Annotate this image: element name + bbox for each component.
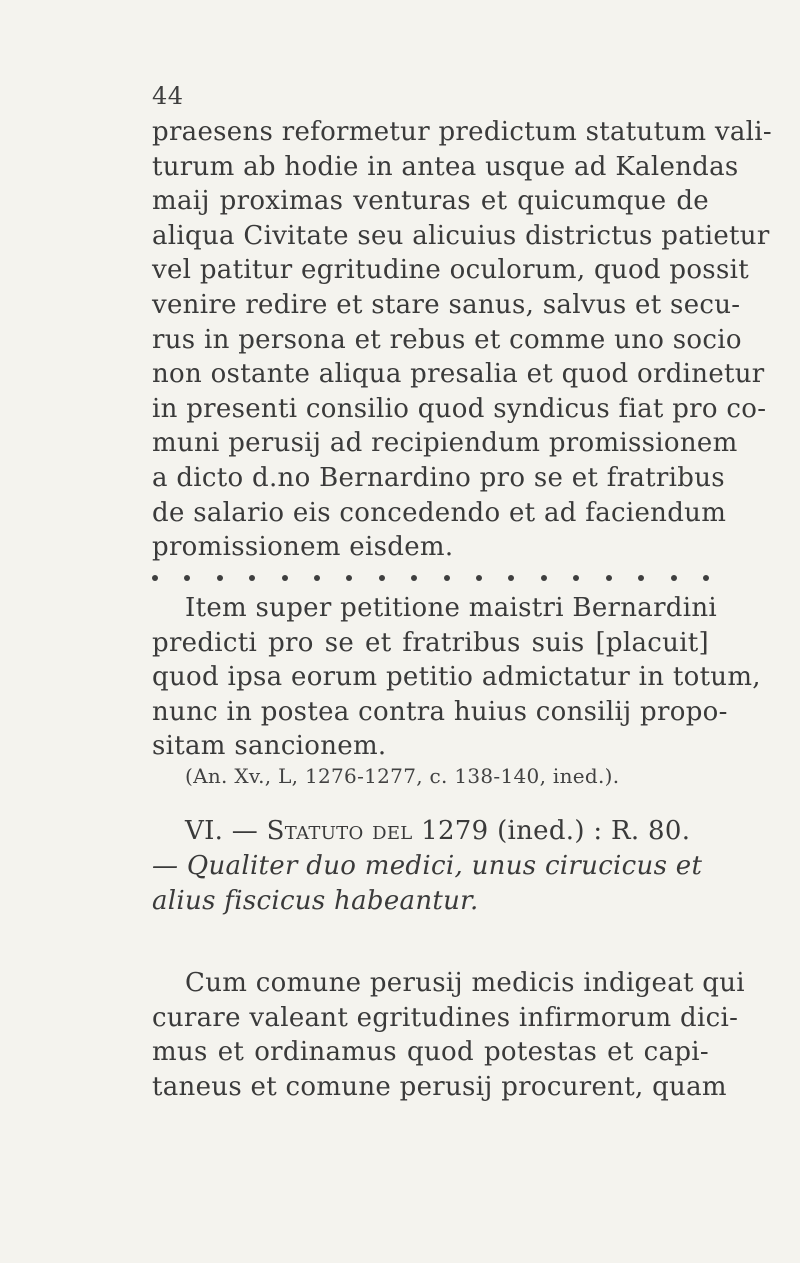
heading-rest: (ined.) : R. 80. xyxy=(497,816,691,846)
text-line: vel patitur egritudine oculorum, quod possit xyxy=(152,255,749,285)
ellipsis-dot xyxy=(508,575,514,581)
ellipsis-dot xyxy=(184,575,190,581)
text-line: predicti pro se et fratribus suis [placuit] xyxy=(152,628,709,658)
ellipsis-dot xyxy=(379,575,385,581)
text-line: turum ab hodie in antea usque ad Kalendas xyxy=(152,152,739,182)
heading-year: 1279 xyxy=(421,816,489,846)
ellipsis-dot xyxy=(573,575,579,581)
ellipsis-dot xyxy=(411,575,417,581)
text-line: muni perusij ad recipiendum promissionem xyxy=(152,428,738,458)
text-line: non ostante aliqua presalia et quod ordinetur xyxy=(152,359,765,389)
text-line: mus et ordinamus quod potestas et capi- xyxy=(152,1037,709,1067)
ellipsis-separator xyxy=(152,573,709,583)
section-heading xyxy=(185,818,690,844)
text-line: in presenti consilio quod syndicus fiat pro co- xyxy=(152,394,767,424)
heading-label: Statuto del xyxy=(266,816,413,846)
ellipsis-dot xyxy=(249,575,255,581)
ellipsis-dot xyxy=(152,575,158,581)
text-line: curare valeant egritudines infirmorum dici- xyxy=(152,1003,739,1033)
text-line: promissionem eisdem. xyxy=(152,532,454,562)
text-line: praesens reformetur predictum statutum vali- xyxy=(152,117,772,147)
ellipsis-dot xyxy=(606,575,612,581)
text-line: Item super petitione maistri Bernardini xyxy=(185,593,718,623)
ellipsis-dot xyxy=(703,575,709,581)
ellipsis-dot xyxy=(541,575,547,581)
ellipsis-dot xyxy=(638,575,644,581)
text-line: sitam sancionem. xyxy=(152,731,387,761)
ellipsis-dot xyxy=(217,575,223,581)
ellipsis-dot xyxy=(476,575,482,581)
text-line: aliqua Civitate seu alicuius districtus patietur xyxy=(152,221,770,251)
text-line: a dicto d.no Bernardino pro se et fratribus xyxy=(152,463,725,493)
text-line: Cum comune perusij medicis indigeat qui xyxy=(185,968,745,998)
text-line: taneus et comune perusij procurent, quam xyxy=(152,1072,727,1102)
heading-title-line: alius fiscicus habeantur. xyxy=(152,886,479,916)
text-line: nunc in postea contra huius consilij propo- xyxy=(152,697,728,727)
source-citation: (An. Xv., L, 1276-1277, c. 138-140, ined.). xyxy=(185,764,620,788)
ellipsis-dot xyxy=(282,575,288,581)
text-line: maij proximas venturas et quicumque de xyxy=(152,186,709,216)
text-line: quod ipsa eorum petitio admictatur in totum, xyxy=(152,662,761,692)
page-number: 44 xyxy=(152,82,184,110)
heading-number: VI. — xyxy=(185,816,259,846)
text-line: rus in persona et rebus et comme uno socio xyxy=(152,325,742,355)
heading-title-line: — Qualiter duo medici, unus cirucicus et xyxy=(152,851,703,881)
ellipsis-dot xyxy=(444,575,450,581)
text-line: venire redire et stare sanus, salvus et secu- xyxy=(152,290,741,320)
ellipsis-dot xyxy=(314,575,320,581)
ellipsis-dot xyxy=(346,575,352,581)
text-line: de salario eis concedendo et ad faciendum xyxy=(152,498,727,528)
ellipsis-dot xyxy=(671,575,677,581)
